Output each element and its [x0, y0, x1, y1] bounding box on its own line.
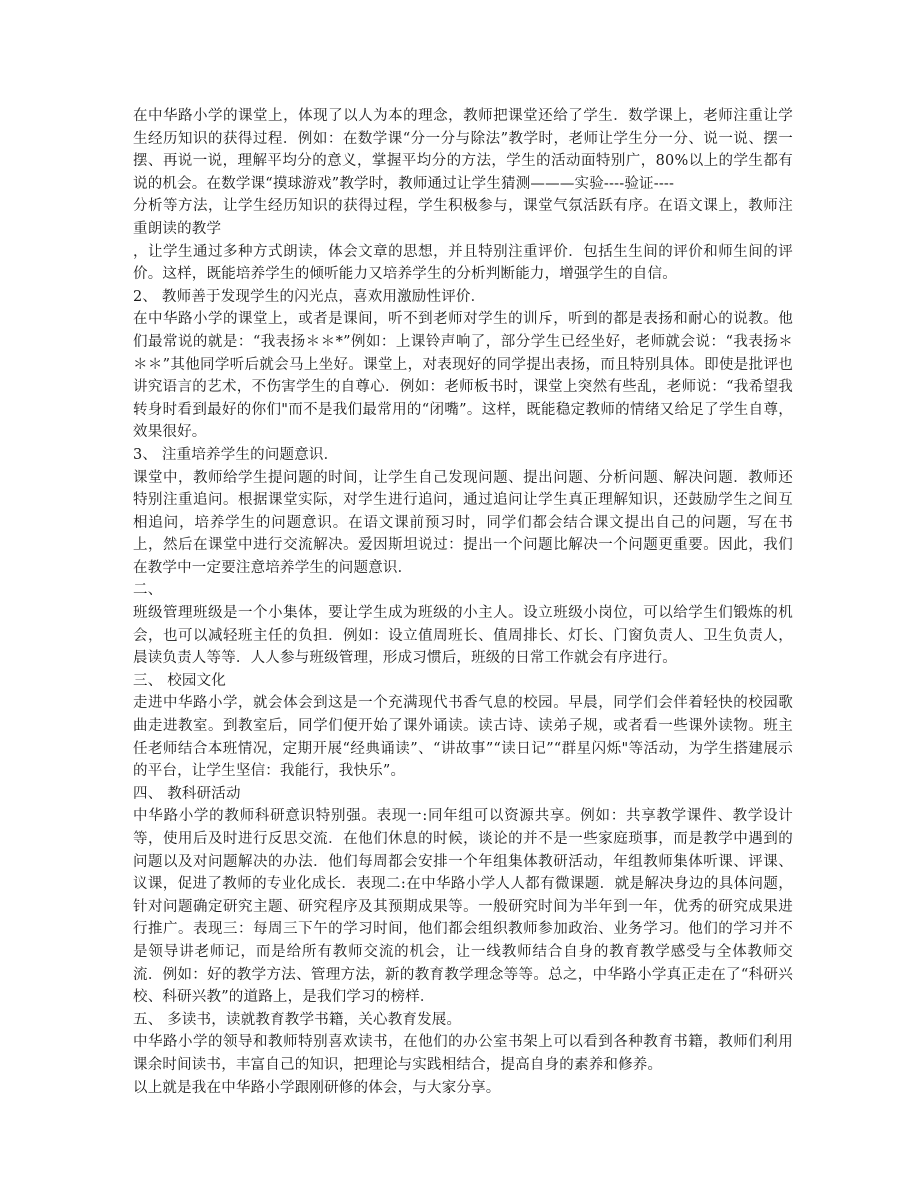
- paragraph-research: 中华路小学的教师科研意识特别强。表现一:同年组可以资源共享。例如：共享教学课件、教学设计等，使用后及时进行反思交流．在他们休息的时候，谈论的并不是一些家庭琐事，而是教学中遇到的问题以及对问题解决的办法．他们每周都会安排一个年组集体教研活动，年组教师集体听课、评课、议课，促进了教师的专业化成长．表现二:在中华路小学人人都有微课题．就是解决身边的具体问题，针对问题确定研究主题、研究程序及其预期成果等。一般研究时间为半年到一年，优秀的研究成果进行推广。表现三：每周三下午的学习时间，他们都会组织教师参加政治、业务学习。他们的学习并不是领导讲老师记，而是给所有教师交流的机会，让一线教师结合自身的教育教学感受与全体教师交流．例如：好的教学方法、管理方法，新的教育教学理念等等。总之，中华路小学真正走在了“科研兴校、科研兴教”的道路上，是我们学习的榜样．: [133, 808, 793, 1006]
- paragraph-reading-evaluation: ，让学生通过多种方式朗读，体会文章的思想，并且特别注重评价．包括生生间的评价和师生间的评价。这样，既能培养学生的倾听能力又培养学生的分析判断能力，增强学生的自信。: [133, 243, 793, 283]
- heading-point-3: 3、 注重培养学生的问题意识．: [133, 446, 339, 463]
- heading-section-4: 四、 教科研活动: [133, 785, 241, 802]
- heading-section-2: 二、: [133, 582, 163, 599]
- heading-section-5: 五、 多读书，读就教育教学书籍，关心教育发展。: [133, 1011, 462, 1028]
- heading-section-3: 三、 校园文化: [133, 672, 227, 689]
- heading-point-2: 2、 教师善于发现学生的闪光点，喜欢用激励性评价．: [133, 288, 486, 305]
- paragraph-class-management: 班级管理班级是一个小集体，要让学生成为班级的小主人。设立班级小岗位，可以给学生们锻炼的机会，也可以减轻班主任的负担．例如：设立值周班长、值周排长、灯长、门窗负责人、卫生负责人，晨读负责人等等．人人参与班级管理，形成习惯后，班级的日常工作就会有序进行。: [133, 605, 793, 667]
- paragraph-question-awareness: 课堂中，教师给学生提问题的时间，让学生自己发现问题、提出问题、分析问题、解决问题．教师还特别注重追问。根据课堂实际，对学生进行追问，通过追问让学生真正理解知识，还鼓励学生之间互相追问，培养学生的问题意识。在语文课前预习时，同学们都会结合课文提出自己的问题，写在书上，然后在课堂中进行交流解决。爱因斯坦说过：提出一个问题比解决一个问题更重要。因此，我们在教学中一定要注意培养学生的问题意识．: [133, 469, 793, 576]
- paragraph-reading: 中华路小学的领导和教师特别喜欢读书，在他们的办公室书架上可以看到各种教育书籍，教师们利用课余时间读书，丰富自己的知识，把理论与实践相结合，提高自身的素养和修养。: [133, 1034, 793, 1073]
- document-body: [133, 105, 793, 1099]
- paragraph-closing: 以上就是我在中华路小学跟刚研修的体会，与大家分享。: [133, 1079, 501, 1096]
- paragraph-praise: 在中华路小学的课堂上，或者是课间，听不到老师对学生的训斥，听到的都是表扬和耐心的说教。他们最常说的就是：“我表扬＊＊*”例如：上课铃声响了，部分学生已经坐好，老师就会说：“我表扬＊＊＊”其他同学听后就会马上坐好。课堂上，对表现好的同学提出表扬，而且特别具体。即使是批评也讲究语言的艺术，不伤害学生的自尊心．例如：老师板书时，课堂上突然有些乱，老师说：“我希望我转身时看到最好的你们"而不是我们最常用的“闭嘴”。这样，既能稳定教师的情绪又给足了学生自尊，效果很好。: [133, 311, 793, 441]
- paragraph-chinese-class: 分析等方法，让学生经历知识的获得过程，学生积极参与，课堂气氛活跃有序。在语文课上，教师注重朗读的教学: [133, 198, 793, 237]
- paragraph-campus-culture: 走进中华路小学，就会体会到这是一个充满现代书香气息的校园。早晨，同学们会伴着轻快的校园歌曲走进教室。到教室后，同学们便开始了课外诵读。读古诗、读弟子规，或者看一些课外读物。班主任老师结合本班情况，定期开展“经典诵读”、“讲故事”“读日记”“群星闪烁"等活动，为学生搭建展示的平台，让学生坚信：我能行，我快乐”。: [133, 695, 793, 780]
- paragraph-math-class: 在中华路小学的课堂上，体现了以人为本的理念，教师把课堂还给了学生．数学课上，老师注重让学生经历知识的获得过程．例如：在数学课“分一分与除法”教学时，老师让学生分一分、说一说、摆一摆、再说一说，理解平均分的意义，掌握平均分的方法，学生的活动面特别广，80%以上的学生都有说的机会。在数学课“摸球游戏”教学时，教师通过让学生猜测———实验----验证----: [133, 108, 793, 192]
